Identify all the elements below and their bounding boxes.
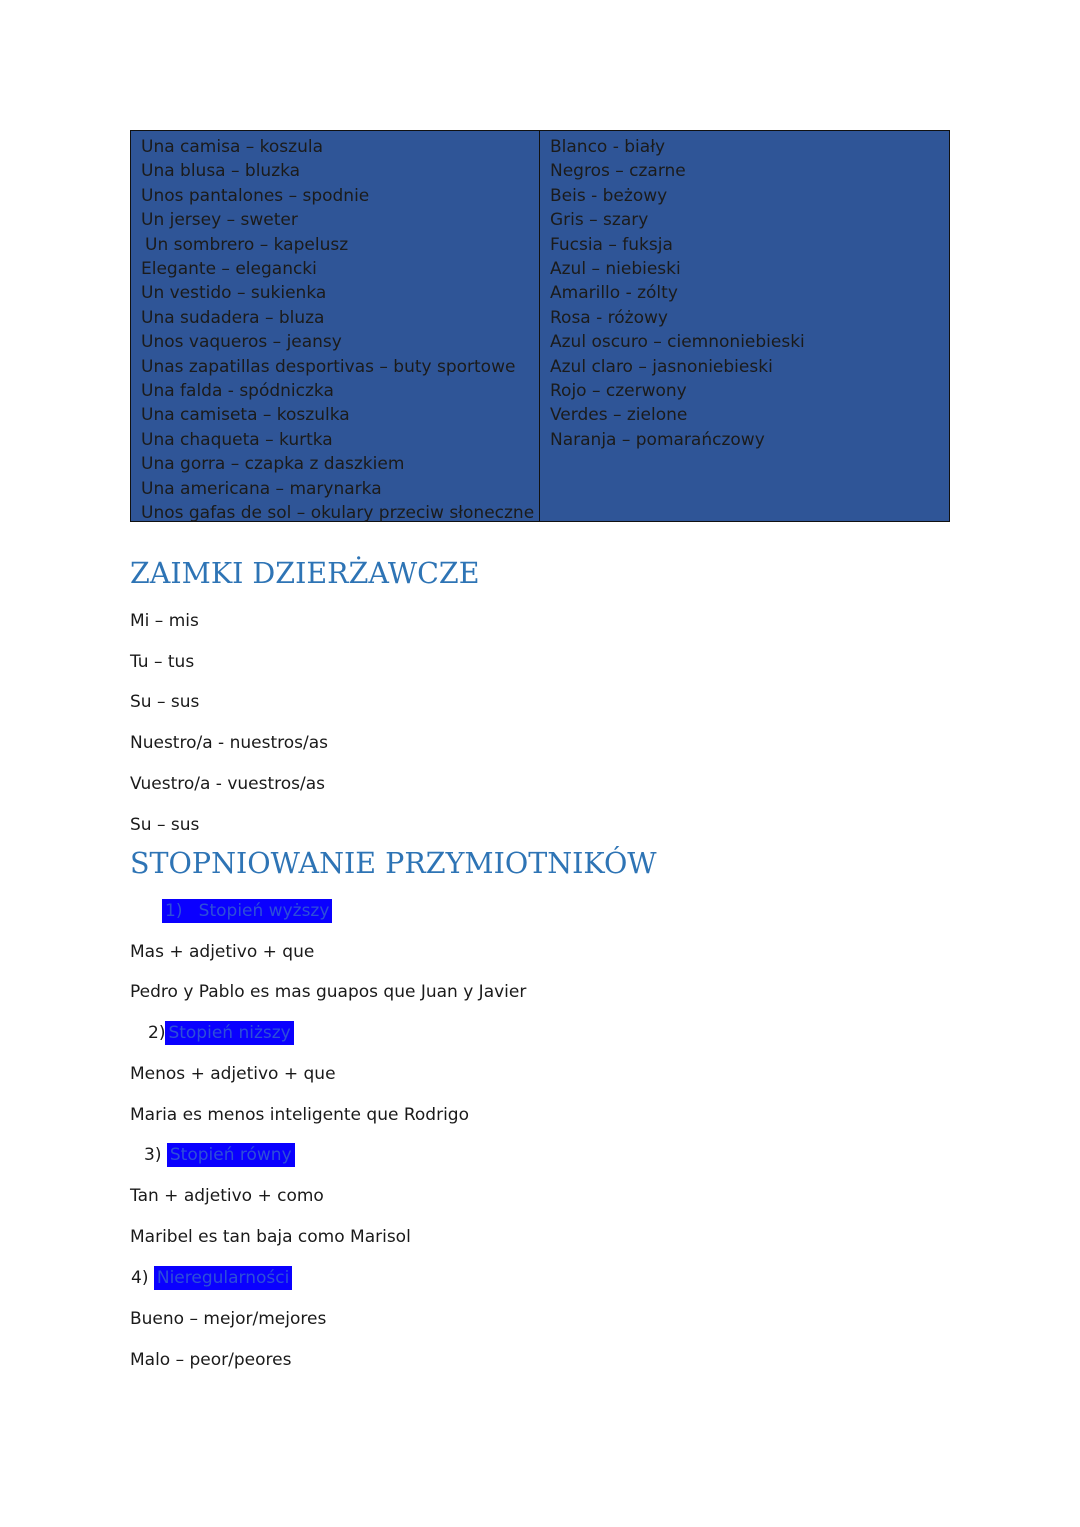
section-title-3	[144, 1143, 295, 1167]
clothes-item: Una americana – marynarka	[141, 478, 382, 499]
color-item: Azul oscuro – ciemnoniebieski	[550, 332, 805, 353]
colors-column	[540, 131, 949, 521]
clothes-item: Unos pantalones – spodnie	[141, 185, 370, 206]
color-item: Rojo – czerwony	[550, 381, 687, 402]
clothes-item: Una falda - spódniczka	[141, 381, 334, 402]
color-item: Negros – czarne	[550, 161, 686, 182]
formula: Menos + adjetivo + que	[130, 1064, 336, 1084]
clothes-item: Un sombrero – kapelusz	[145, 234, 349, 255]
clothes-column	[131, 131, 540, 524]
color-item: Gris – szary	[550, 210, 649, 231]
clothes-item: Una sudadera – bluza	[141, 307, 325, 328]
comparison-heading: STOPNIOWANIE PRZYMIOTNIKÓW	[130, 847, 657, 880]
clothes-item: Un jersey – sweter	[141, 210, 298, 231]
section-number: 2)	[148, 1023, 166, 1043]
color-item: Rosa - różowy	[550, 307, 668, 328]
formula: Bueno – mejor/mejores	[130, 1309, 327, 1329]
clothes-item: Un vestido – sukienka	[141, 283, 327, 304]
possessive-item: Vuestro/a - vuestros/as	[130, 774, 326, 794]
formula: Tan + adjetivo + como	[130, 1186, 324, 1206]
possessive-item: Nuestro/a - nuestros/as	[130, 733, 328, 753]
clothes-item: Una blusa – bluzka	[141, 161, 301, 182]
clothes-item: Unos gafas de sol – okulary przeciw słoneczne	[141, 503, 535, 524]
color-item: Azul – niebieski	[550, 259, 681, 280]
vocabulary-table	[130, 130, 950, 522]
clothes-item: Una camiseta – koszulka	[141, 405, 350, 426]
possessive-item: Tu – tus	[130, 652, 195, 672]
highlighted-title: Nieregularności	[154, 1266, 292, 1290]
example: Pedro y Pablo es mas guapos que Juan y Javier	[130, 982, 527, 1002]
color-item: Naranja – pomarańczowy	[550, 429, 765, 450]
example: Malo – peor/peores	[130, 1350, 292, 1370]
section-number: 4)	[131, 1268, 149, 1288]
color-item: Beis - beżowy	[550, 185, 668, 206]
color-item: Blanco - biały	[550, 137, 666, 157]
possessive-item: Su – sus	[130, 815, 200, 835]
clothes-item: Unas zapatillas desportivas – buty sportowe	[141, 356, 516, 377]
clothes-item: Elegante – elegancki	[141, 259, 317, 280]
example: Maria es menos inteligente que Rodrigo	[130, 1105, 469, 1125]
clothes-item: Unos vaqueros – jeansy	[141, 332, 342, 353]
highlighted-title: Stopień niższy	[165, 1021, 293, 1045]
possessive-item: Mi – mis	[130, 611, 199, 631]
color-item: Amarillo - zólty	[550, 283, 678, 304]
color-item: Fucsia – fuksja	[550, 234, 673, 255]
possessive-item: Su – sus	[130, 692, 200, 712]
section-title-1	[162, 899, 332, 923]
highlighted-title: Stopień równy	[167, 1143, 295, 1167]
example: Maribel es tan baja como Marisol	[130, 1227, 411, 1247]
section-title-4	[131, 1266, 292, 1290]
section-number: 3)	[144, 1145, 162, 1165]
color-item: Verdes – zielone	[550, 405, 688, 426]
clothes-item: Una gorra – czapka z daszkiem	[141, 454, 405, 475]
section-title-2	[148, 1021, 294, 1045]
clothes-item: Una camisa – koszula	[141, 137, 324, 157]
highlighted-title: 1) Stopień wyższy	[162, 899, 332, 923]
formula: Mas + adjetivo + que	[130, 942, 315, 962]
color-item: Azul claro – jasnoniebieski	[550, 356, 773, 377]
possessives-heading: ZAIMKI DZIERŻAWCZE	[130, 557, 480, 590]
clothes-item: Una chaqueta – kurtka	[141, 429, 333, 450]
